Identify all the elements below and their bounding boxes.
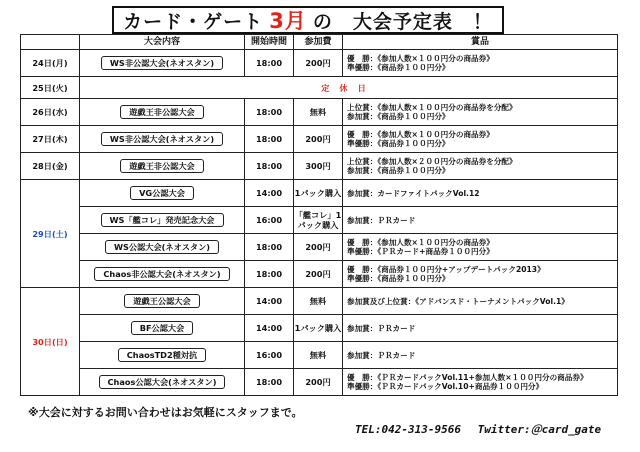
prize-line: 準優勝：《商品券１００円分》	[347, 139, 450, 148]
header-prize: 賞品	[343, 35, 618, 50]
row-prize	[343, 369, 618, 396]
table-row	[21, 261, 618, 288]
row-event	[80, 315, 245, 342]
prize-line: 参加賞：《商品券１００円分》	[347, 112, 450, 121]
row-time: 18:00	[245, 369, 294, 396]
row-prize	[343, 126, 618, 153]
row-time: 18:00	[245, 261, 294, 288]
row-date: 27日(木)	[21, 126, 80, 153]
prize-line: 参加賞及び上位賞：《アドバンスド・トーナメントパックVol.1》	[347, 296, 569, 306]
prize-line: 上位賞：《参加人数×２００円分の商品券を分配》	[347, 157, 517, 166]
prize-line: 優 勝：《ＰＲカードパックVol.11+参加人数×１００円分の商品券》	[347, 373, 588, 382]
row-prize	[343, 315, 618, 342]
header-date	[21, 35, 80, 50]
row-prize	[343, 153, 618, 180]
header-row	[21, 35, 618, 50]
row-fee: 200円	[294, 50, 343, 77]
title-month: 3月	[269, 9, 307, 33]
row-fee: 300円	[294, 153, 343, 180]
row-event	[80, 342, 245, 369]
table-row	[21, 180, 618, 207]
row-fee: 無料	[294, 288, 343, 315]
row-event	[80, 99, 245, 126]
row-event	[80, 234, 245, 261]
row-prize	[343, 99, 618, 126]
title-prefix: カード・ゲート	[123, 10, 264, 33]
prize-line: 優 勝：《参加人数×１００円分の商品券》	[347, 238, 494, 247]
row-fee: 1パック購入	[294, 180, 343, 207]
row-prize	[343, 261, 618, 288]
event-name: 遊戯王非公認大会	[120, 159, 204, 173]
row-time: 14:00	[245, 288, 294, 315]
prize-line: 参加賞：ＰＲカード	[347, 350, 416, 360]
prize-line: 参加賞：《商品券１００円分》	[347, 166, 450, 175]
row-event	[80, 126, 245, 153]
prize-line: 優 勝：《商品券１００円分+アップデートパック2013》	[347, 265, 545, 274]
event-name: Chaos非公認大会(ネオスタン)	[94, 267, 229, 281]
event-name: WS非公認大会(ネオスタン)	[101, 56, 223, 70]
header-fee: 参加費	[294, 35, 343, 50]
row-fee: 「艦コレ」1パック購入	[294, 207, 343, 234]
table-row	[21, 126, 618, 153]
row-prize	[343, 288, 618, 315]
row-prize	[343, 207, 618, 234]
row-event	[80, 288, 245, 315]
header-event: 大会内容	[80, 35, 245, 50]
row-event	[80, 207, 245, 234]
page-title	[112, 6, 504, 34]
prize-line: 参加賞：カードファイトパックVol.12	[347, 188, 480, 198]
table-row	[21, 288, 618, 315]
event-name: VG公認大会	[130, 186, 194, 200]
row-time: 18:00	[245, 234, 294, 261]
table-row	[21, 99, 618, 126]
table-row	[21, 234, 618, 261]
event-name: BF公認大会	[131, 321, 194, 335]
table-row	[21, 77, 618, 99]
row-fee: 1パック購入	[294, 315, 343, 342]
row-prize	[343, 180, 618, 207]
table-row	[21, 50, 618, 77]
prize-line: 上位賞：《参加人数×１００円分の商品券を分配》	[347, 103, 517, 112]
table-row	[21, 315, 618, 342]
row-date: 28日(金)	[21, 153, 80, 180]
table-row	[21, 207, 618, 234]
row-time: 16:00	[245, 207, 294, 234]
prize-line: 準優勝：《商品券１００円分》	[347, 274, 450, 283]
event-name: WS非公認大会(ネオスタン)	[101, 132, 223, 146]
row-time: 16:00	[245, 342, 294, 369]
row-time: 18:00	[245, 126, 294, 153]
row-fee: 200円	[294, 234, 343, 261]
twitter-handle: Twitter:＠card_gate	[477, 423, 602, 436]
row-date: 26日(水)	[21, 99, 80, 126]
row-prize	[343, 342, 618, 369]
event-name: Chaos公認大会(ネオスタン)	[99, 375, 226, 389]
row-time: 18:00	[245, 153, 294, 180]
row-date: 25日(火)	[21, 77, 80, 99]
row-fee: 無料	[294, 342, 343, 369]
day29-date: 29日(土)	[21, 180, 80, 288]
row-event	[80, 369, 245, 396]
header-time: 開始時間	[245, 35, 294, 50]
schedule-table	[20, 34, 618, 396]
event-name: WS公認大会(ネオスタン)	[105, 240, 219, 254]
prize-line: 参加賞：ＰＲカード	[347, 215, 416, 225]
row-time: 18:00	[245, 99, 294, 126]
row-time: 18:00	[245, 50, 294, 77]
phone-number: TEL:042-313-9566	[355, 423, 461, 436]
prize-line: 準優勝：《ＰＲカードパックVol.10+商品券１００円分》	[347, 382, 544, 391]
row-fee: 200円	[294, 261, 343, 288]
prize-line: 優 勝：《参加人数×１００円分の商品券》	[347, 130, 494, 139]
row-event	[80, 180, 245, 207]
row-event	[80, 153, 245, 180]
row-fee: 200円	[294, 126, 343, 153]
event-name: 遊戯王公認大会	[124, 294, 199, 308]
row-event	[80, 261, 245, 288]
prize-line: 優 勝：《参加人数×１００円分の商品券》	[347, 54, 494, 63]
prize-line: 参加賞：ＰＲカード	[347, 323, 416, 333]
table-row	[21, 153, 618, 180]
day30-date: 30日(日)	[21, 288, 80, 396]
row-time: 14:00	[245, 180, 294, 207]
table-row	[21, 342, 618, 369]
footer-note: ※大会に対するお問い合わせはお気軽にスタッフまで。	[28, 406, 303, 419]
footer-contact	[355, 421, 611, 437]
event-name: ChaosTD2種対抗	[118, 348, 207, 362]
row-event	[80, 50, 245, 77]
event-name: 遊戯王非公認大会	[120, 105, 204, 119]
row-fee: 無料	[294, 99, 343, 126]
prize-line: 準優勝：《ＰＲカード+商品券１００円分》	[347, 247, 494, 256]
row-date: 24日(月)	[21, 50, 80, 77]
row-fee: 200円	[294, 369, 343, 396]
closed-notice: 定休日	[80, 77, 618, 99]
prize-line: 準優勝：《商品券１００円分》	[347, 63, 450, 72]
event-name: WS「艦コレ」発売記念大会	[101, 213, 224, 227]
row-prize	[343, 234, 618, 261]
title-suffix: の 大会予定表 ！	[312, 10, 493, 33]
row-prize	[343, 50, 618, 77]
row-time: 14:00	[245, 315, 294, 342]
table-row	[21, 369, 618, 396]
